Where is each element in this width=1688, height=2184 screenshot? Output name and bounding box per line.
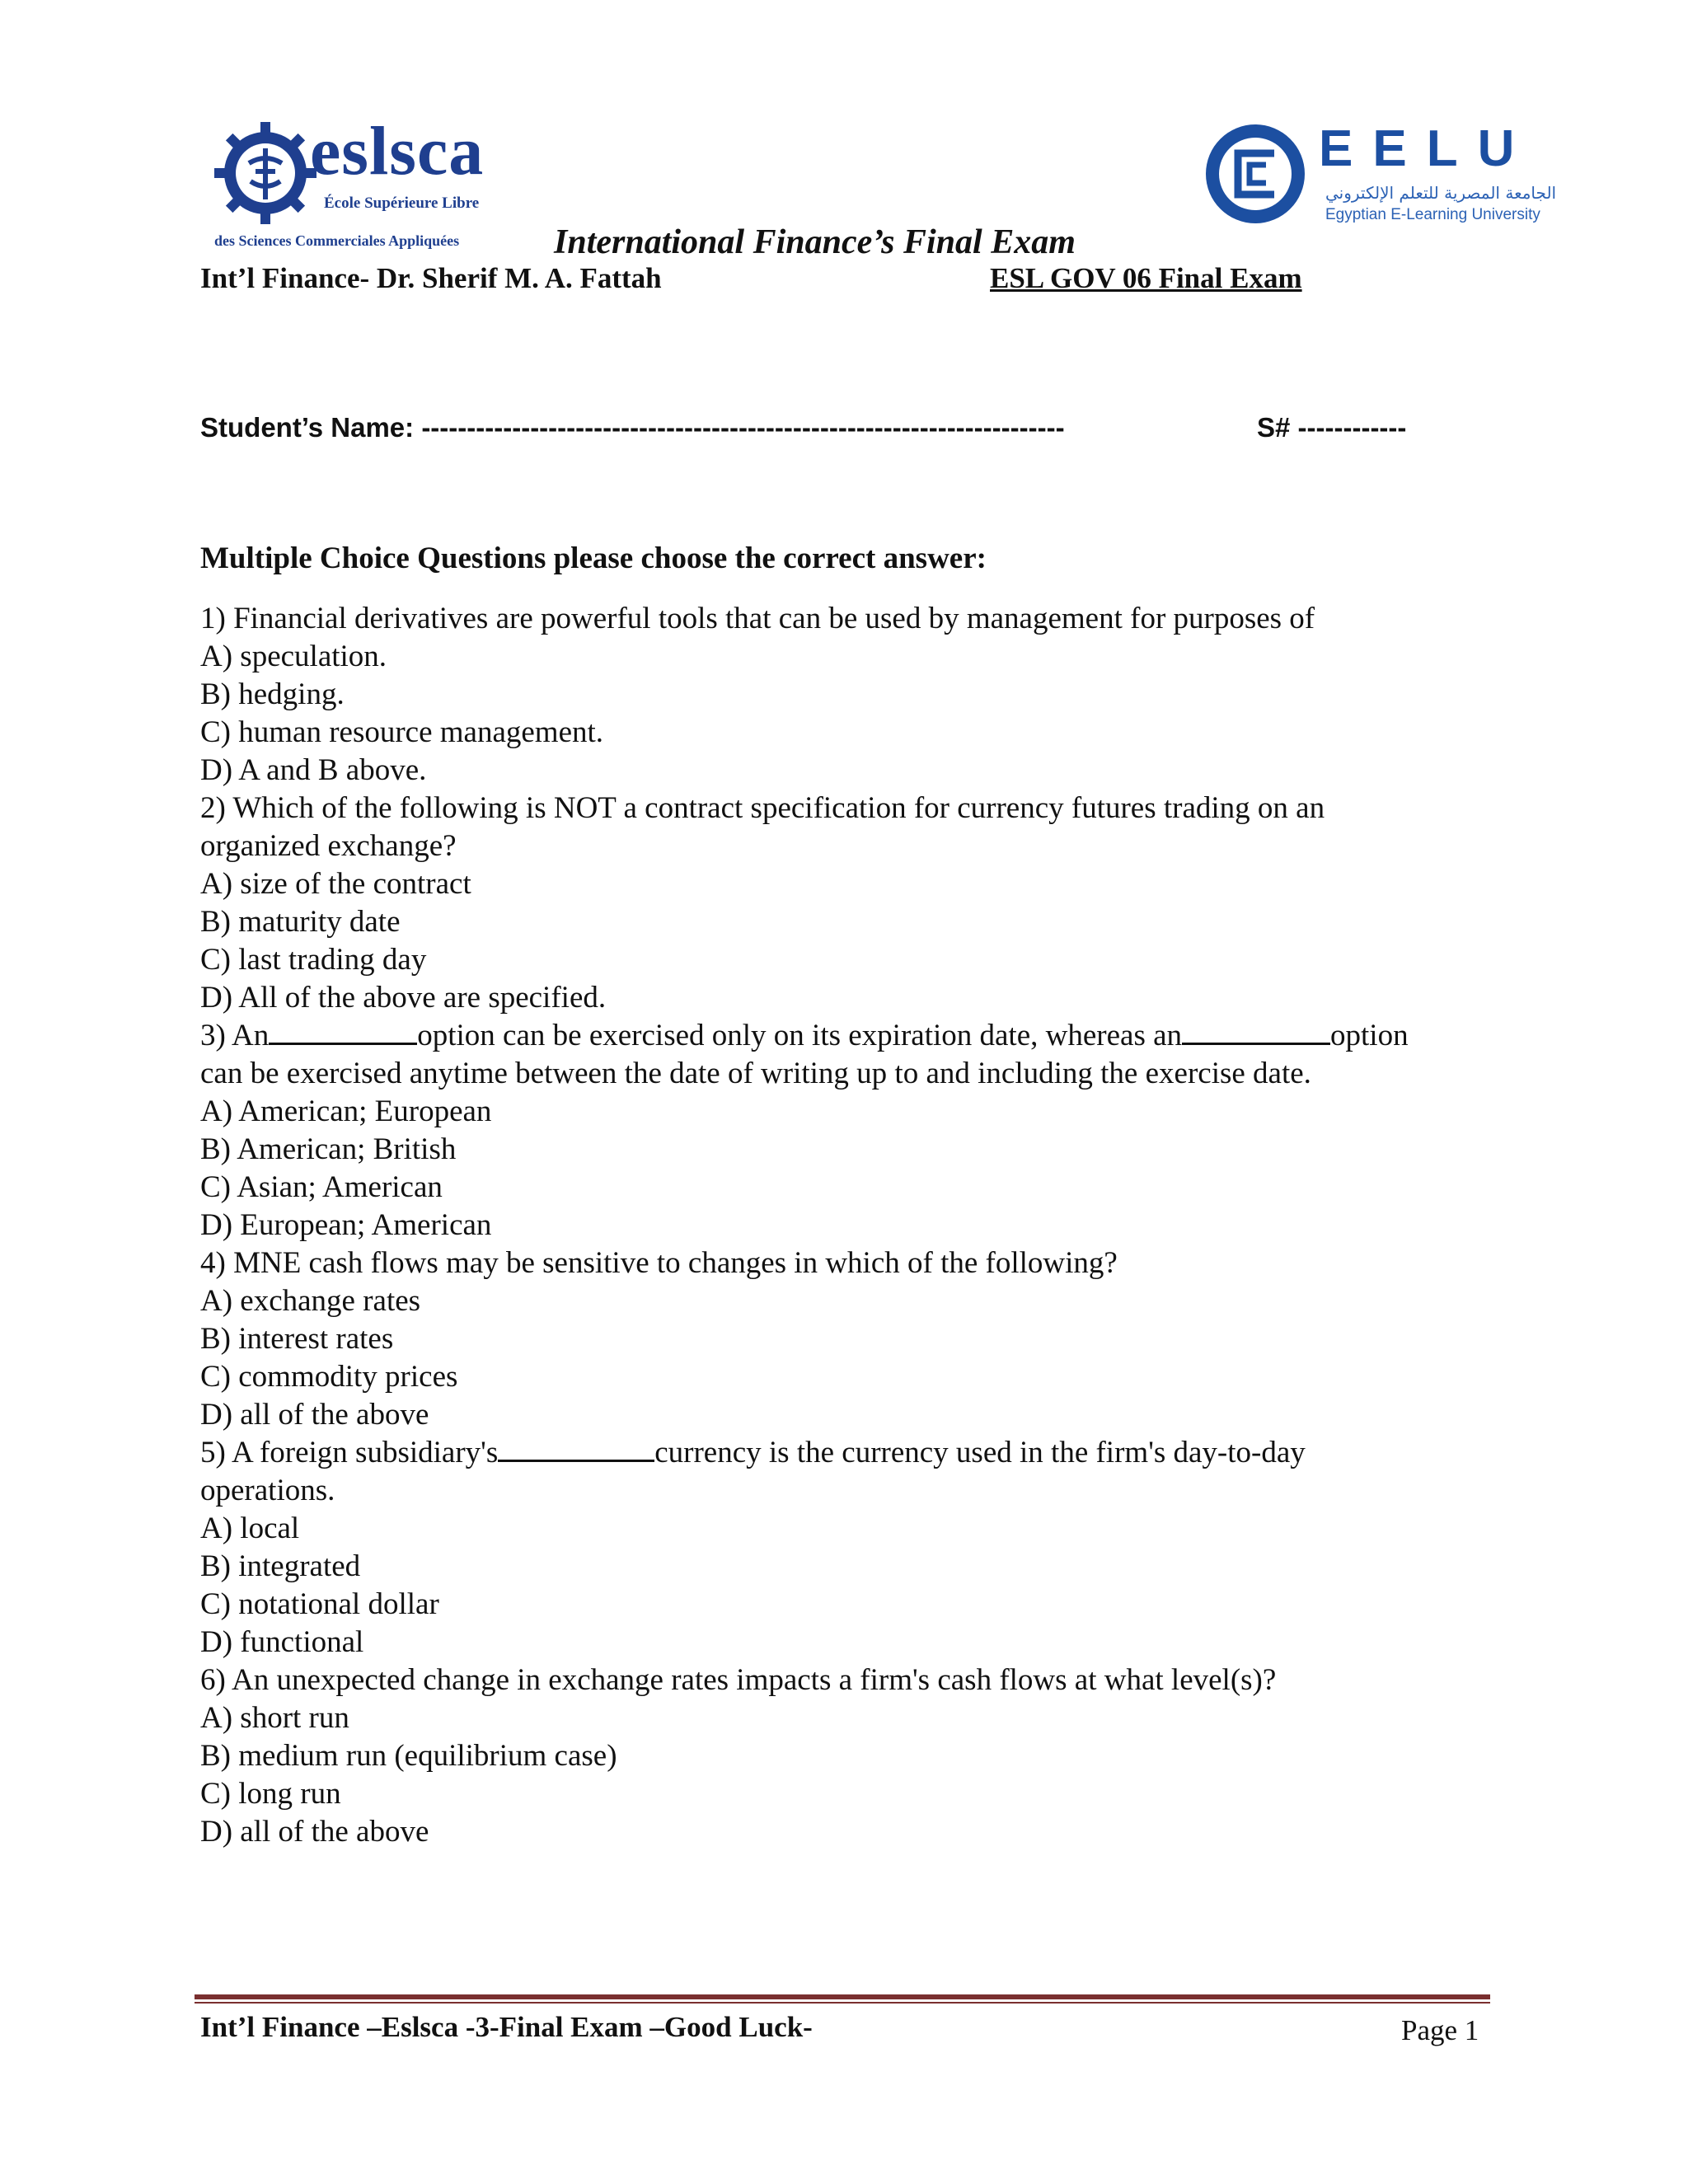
answer-blank [269,1018,417,1045]
question-6-option-a: A) short run [200,1701,349,1735]
answer-blank [498,1435,654,1462]
question-2-option-d: D) All of the above are specified. [200,981,607,1015]
student-id-field: S# ------------ [1257,412,1407,443]
question-1-option-c: C) human resource management. [200,715,604,749]
question-5-option-a: A) local [200,1511,300,1545]
question-4-option-b: B) interest rates [200,1322,394,1356]
question-3-option-b: B) American; British [200,1132,457,1166]
footer-text: Int’l Finance –Eslsca -3-Final Exam –Good Luck- [200,2011,813,2043]
question-5-option-b: B) integrated [200,1549,361,1583]
question-6-text: 6) An unexpected change in exchange rates impacts a firm's cash flows at what level(s)? [200,1663,1277,1697]
question-5-text-cont: operations. [200,1474,335,1507]
question-5-option-c: C) notational dollar [200,1587,439,1621]
eslsca-subtitle-3: des Sciences Commerciales Appliquées [214,232,460,249]
course-instructor: Int’l Finance- Dr. Sherif M. A. Fattah [200,262,662,294]
exam-title: International Finance’s Final Exam [554,223,1076,261]
eelu-emblem-icon [1202,120,1309,227]
footer-rule-thin [195,2002,1490,2004]
question-5-part-2: currency is the currency used in the firm's day-to-day [654,1436,1306,1469]
question-3-text [200,1017,1486,1055]
gear-emblem-icon [213,120,318,226]
question-5-option-d: D) functional [200,1625,364,1659]
question-4-option-c: C) commodity prices [200,1360,458,1394]
question-list [200,600,1486,1851]
question-6-option-b: B) medium run (equilibrium case) [200,1739,617,1773]
question-3-part-2: option can be exercised only on its expiration date, whereas an [417,1019,1183,1052]
question-2-option-b: B) maturity date [200,905,401,939]
question-5-part-1: 5) A foreign subsidiary's [200,1436,499,1469]
question-1-option-a: A) speculation. [200,640,387,673]
question-3-option-a: A) American; European [200,1094,492,1128]
question-6-option-c: C) long run [200,1777,341,1811]
question-4-option-a: A) exchange rates [200,1284,421,1318]
question-6-option-d: D) all of the above [200,1815,429,1849]
question-1-text: 1) Financial derivatives are powerful tools that can be used by management for purposes of [200,602,1315,635]
question-3-text-cont: can be exercised anytime between the date of writing up to and including the exercise date. [200,1057,1311,1090]
question-5-text [200,1434,1486,1472]
eslsca-logo [213,115,509,247]
instructions: Multiple Choice Questions please choose the correct answer: [200,541,987,575]
answer-blank [1182,1018,1330,1045]
question-1-option-b: B) hedging. [200,677,345,711]
question-2-text: 2) Which of the following is NOT a contract specification for currency futures trading on an [200,791,1325,825]
eelu-arabic-name: الجامعة المصرية للتعلم الإلكتروني [1325,183,1557,203]
question-3-option-d: D) European; American [200,1208,492,1242]
student-name-field: Student’s Name: ----------------------------------------------------------------------- [200,412,1065,443]
question-2-option-a: A) size of the contract [200,867,471,901]
question-3-option-c: C) Asian; American [200,1170,443,1204]
eslsca-wordmark: eslsca [310,113,485,190]
eelu-logo [1202,120,1557,236]
question-2-text-cont: organized exchange? [200,829,457,863]
eelu-english-name: Egyptian E-Learning University [1325,206,1540,223]
exam-code: ESL GOV 06 Final Exam [990,262,1302,294]
question-3-part-1: 3) An [200,1019,270,1052]
page-number: Page 1 [1401,2014,1479,2046]
question-2-option-c: C) last trading day [200,943,427,977]
question-4-text: 4) MNE cash flows may be sensitive to changes in which of the following? [200,1246,1118,1280]
eelu-wordmark: EELU [1319,120,1535,177]
question-1-option-d: D) A and B above. [200,753,427,787]
eslsca-subtitle-1: École Supérieure Libre [324,194,480,212]
question-4-option-d: D) all of the above [200,1398,429,1432]
question-3-part-3: option [1330,1019,1409,1052]
footer-rule [195,1994,1490,1999]
